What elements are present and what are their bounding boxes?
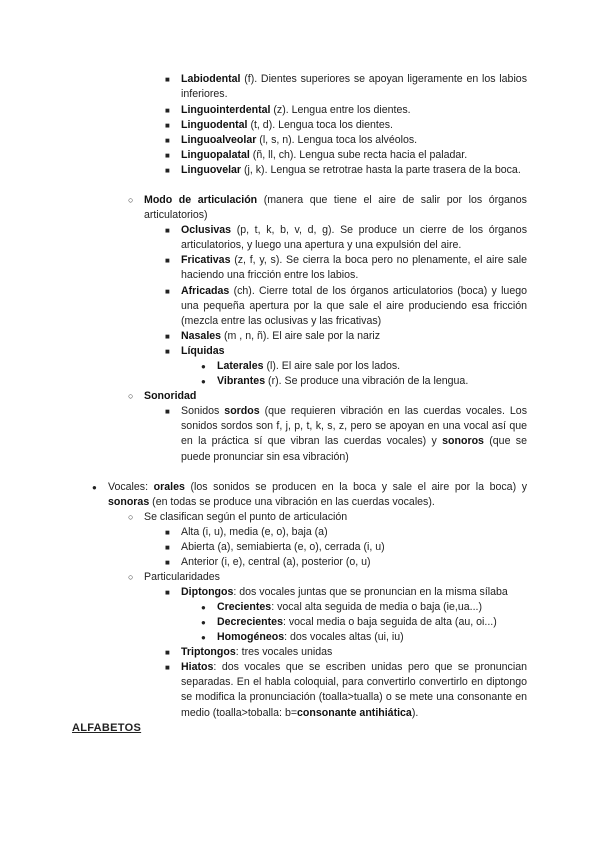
- list-item-vocales: ● Vocales: orales (los sonidos se producen en la boca y sale el aire por la boca) y sonoras (en todas se produce una vibración en las cuerdas vocales).: [108, 480, 527, 510]
- list-item-clasificacion: ○ Se clasifican según el punto de articulación: [144, 510, 527, 525]
- list-item-diptongos: ■ Diptongos: dos vocales juntas que se pronuncian en la misma sílaba: [181, 585, 527, 600]
- list-item-laterales: ● Laterales (l). El aire sale por los lados.: [217, 359, 527, 374]
- list-item-modo-articulacion: ○ Modo de articulación (manera que tiene el aire de salir por los órganos articulatorios): [144, 193, 527, 223]
- list-item-linguopalatal: ■ Linguopalatal (ñ, ll, ch). Lengua sube recta hacia el paladar.: [181, 148, 527, 163]
- list-item-vibrantes: ● Vibrantes (r). Se produce una vibración de la lengua.: [217, 374, 527, 389]
- list-item-sonidos: ■ Sonidos sordos (que requieren vibración en las cuerdas vocales. Los sonidos sordos son f, j, p, t, k, s, z, pero se apoyan en una vocal así que en la práctica sí que vibran las cuerdas vocales) y sonoros (que se puede pronunciar sin esa vibración): [181, 404, 527, 465]
- list-item-homogeneos: ● Homogéneos: dos vocales altas (ui, iu): [217, 630, 527, 645]
- list-item-sonoridad: ○ Sonoridad: [144, 389, 527, 404]
- list-item-anterior-posterior: ■ Anterior (i, e), central (a), posterior (o, u): [181, 555, 527, 570]
- list-item-labiodental: ■ Labiodental (f). Dientes superiores se apoyan ligeramente en los labios inferiores.: [181, 72, 527, 102]
- list-item-linguodental: ■ Linguodental (t, d). Lengua toca los dientes.: [181, 118, 527, 133]
- list-item-nasales: ■ Nasales (m , n, ñ). El aire sale por la nariz: [181, 329, 527, 344]
- list-item-fricativas: ■ Fricativas (z, f, y, s). Se cierra la boca pero no plenamente, el aire sale haciendo una fricción entre los labios.: [181, 253, 527, 283]
- section-title-alfabetos: ALFABETOS: [72, 722, 142, 734]
- list-item-oclusivas: ■ Oclusivas (p, t, k, b, v, d, g). Se produce un cierre de los órganos articulatorios, y luego una apertura y una expulsión del aire.: [181, 223, 527, 253]
- list-item-africadas: ■ Africadas (ch). Cierre total de los órganos articulatorios (boca) y luego una pequeña apertura por la que sale el aire produciendo esa fricción (mezcla entre las oclusivas y las fricativas): [181, 284, 527, 330]
- list-item-abierta-cerrada: ■ Abierta (a), semiabierta (e, o), cerrada (i, u): [181, 540, 527, 555]
- list-item-decrecientes: ● Decrecientes: vocal media o baja seguida de alta (au, oi...): [217, 615, 527, 630]
- list-item-liquidas: ■ Líquidas: [181, 344, 527, 359]
- list-item-triptongos: ■ Triptongos: tres vocales unidas: [181, 645, 527, 660]
- list-item-crecientes: ● Crecientes: vocal alta seguida de media o baja (ie,ua...): [217, 600, 527, 615]
- list-item-linguointerdental: ■ Linguointerdental (z). Lengua entre los dientes.: [181, 103, 527, 118]
- list-item-particularidades: ○ Particularidades: [144, 570, 527, 585]
- list-item-linguoalveolar: ■ Linguoalveolar (l, s, n). Lengua toca los alvéolos.: [181, 133, 527, 148]
- list-item-hiatos: ■ Hiatos: dos vocales que se escriben unidas pero que se pronuncian separadas. En el habla coloquial, para convertirlo convertirlo en diptongo se modifica la pronunciación (toalla>tualla) o se mete una consonante en medio (toalla>toballa: b=consonante antihiática).: [181, 660, 527, 721]
- list-item-alta-media-baja: ■ Alta (i, u), media (e, o), baja (a): [181, 525, 527, 540]
- list-item-linguovelar: ■ Linguovelar (j, k). Lengua se retrotrae hasta la parte trasera de la boca.: [181, 163, 527, 178]
